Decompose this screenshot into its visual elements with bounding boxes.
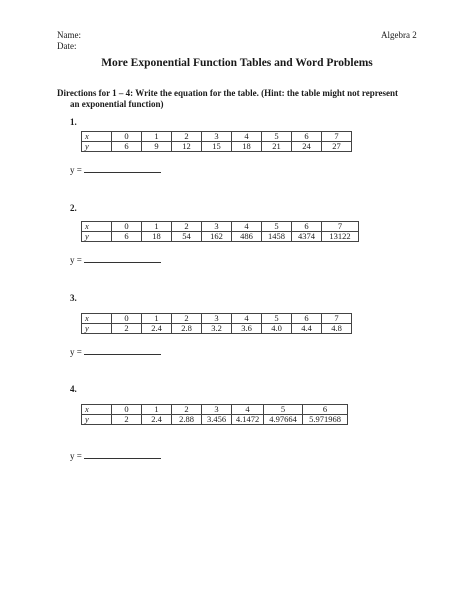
table-cell: 7 xyxy=(322,222,359,232)
table-cell: 3 xyxy=(202,314,232,324)
table-cell: 6 xyxy=(112,232,142,242)
table-cell: 18 xyxy=(142,232,172,242)
table-cell: 5 xyxy=(262,314,292,324)
x-header: x xyxy=(82,222,112,232)
x-header: x xyxy=(82,405,112,415)
problem-2-number: 2. xyxy=(70,203,77,213)
table-cell: 9 xyxy=(142,142,172,152)
table-cell: 4 xyxy=(232,405,264,415)
problem-3-number: 3. xyxy=(70,293,77,303)
table-cell: 4 xyxy=(232,132,262,142)
table-row-y xyxy=(82,415,348,425)
table-cell: 6 xyxy=(112,142,142,152)
table-cell: 5 xyxy=(262,132,292,142)
table-cell: 5.971968 xyxy=(303,415,348,425)
table-cell: 3.6 xyxy=(232,324,262,334)
table-cell: 54 xyxy=(172,232,202,242)
answer-label: y = xyxy=(70,165,82,175)
table-cell: 18 xyxy=(232,142,262,152)
y-header: y xyxy=(82,324,112,334)
table-row-y xyxy=(82,232,359,242)
table-cell: 3.456 xyxy=(202,415,232,425)
table-cell: 5 xyxy=(262,222,292,232)
directions-line-1: Directions for 1 – 4: Write the equation for the table. (Hint: the table might not represent xyxy=(57,88,399,98)
table-cell: 1 xyxy=(142,405,172,415)
problem-1-table xyxy=(81,131,352,152)
table-cell: 3 xyxy=(202,222,232,232)
table-cell: 6 xyxy=(292,132,322,142)
table-cell: 2.4 xyxy=(142,324,172,334)
table-cell: 0 xyxy=(112,314,142,324)
table-cell: 4 xyxy=(232,314,262,324)
table-cell: 0 xyxy=(112,405,142,415)
table-cell: 6 xyxy=(303,405,348,415)
table-row-x xyxy=(82,405,348,415)
table-cell: 2.4 xyxy=(142,415,172,425)
answer-line-1[interactable] xyxy=(70,164,161,175)
answer-blank[interactable] xyxy=(84,254,161,263)
table-row-x xyxy=(82,314,352,324)
table-cell: 4.0 xyxy=(262,324,292,334)
table-cell: 24 xyxy=(292,142,322,152)
table-cell: 7 xyxy=(322,132,352,142)
y-header: y xyxy=(82,142,112,152)
answer-blank[interactable] xyxy=(84,164,161,173)
name-label: Name: xyxy=(57,30,81,40)
problem-2-table xyxy=(81,221,359,242)
table-cell: 6 xyxy=(292,222,322,232)
table-cell: 21 xyxy=(262,142,292,152)
table-cell: 0 xyxy=(112,222,142,232)
table-cell: 4.1472 xyxy=(232,415,264,425)
table-cell: 1 xyxy=(142,222,172,232)
x-header: x xyxy=(82,314,112,324)
table-cell: 2 xyxy=(112,324,142,334)
table-cell: 2 xyxy=(172,405,202,415)
table-cell: 12 xyxy=(172,142,202,152)
table-row-y xyxy=(82,324,352,334)
table-cell: 6 xyxy=(292,314,322,324)
table-cell: 3 xyxy=(202,405,232,415)
answer-label: y = xyxy=(70,255,82,265)
directions-line-2: an exponential function) xyxy=(70,99,164,109)
y-header: y xyxy=(82,415,112,425)
problem-3-table xyxy=(81,313,352,334)
answer-line-2[interactable] xyxy=(70,254,161,265)
page-title: More Exponential Function Tables and Word Problems xyxy=(101,57,373,69)
x-header: x xyxy=(82,132,112,142)
table-cell: 2 xyxy=(172,222,202,232)
table-cell: 4.97664 xyxy=(264,415,303,425)
table-cell: 5 xyxy=(264,405,303,415)
answer-label: y = xyxy=(70,451,82,461)
table-cell: 0 xyxy=(112,132,142,142)
problem-1-number: 1. xyxy=(70,117,77,127)
table-cell: 2 xyxy=(112,415,142,425)
table-cell: 27 xyxy=(322,142,352,152)
table-cell: 3 xyxy=(202,132,232,142)
table-cell: 13122 xyxy=(322,232,359,242)
table-cell: 3.2 xyxy=(202,324,232,334)
table-cell: 1 xyxy=(142,132,172,142)
date-label: Date: xyxy=(57,41,77,51)
table-cell: 1458 xyxy=(262,232,292,242)
problem-4-table xyxy=(81,404,348,425)
table-cell: 2 xyxy=(172,314,202,324)
table-cell: 162 xyxy=(202,232,232,242)
table-cell: 2 xyxy=(172,132,202,142)
table-cell: 2.8 xyxy=(172,324,202,334)
answer-blank[interactable] xyxy=(84,450,161,459)
table-row-x xyxy=(82,132,352,142)
table-row-y xyxy=(82,142,352,152)
y-header: y xyxy=(82,232,112,242)
course-label: Algebra 2 xyxy=(381,30,417,40)
table-cell: 15 xyxy=(202,142,232,152)
table-cell: 7 xyxy=(322,314,352,324)
table-cell: 4 xyxy=(232,222,262,232)
answer-line-4[interactable] xyxy=(70,450,161,461)
problem-4-number: 4. xyxy=(70,384,77,394)
table-cell: 4.4 xyxy=(292,324,322,334)
table-cell: 2.88 xyxy=(172,415,202,425)
answer-label: y = xyxy=(70,347,82,357)
answer-blank[interactable] xyxy=(84,346,161,355)
table-row-x xyxy=(82,222,359,232)
answer-line-3[interactable] xyxy=(70,346,161,357)
table-cell: 1 xyxy=(142,314,172,324)
table-cell: 4.8 xyxy=(322,324,352,334)
table-cell: 486 xyxy=(232,232,262,242)
table-cell: 4374 xyxy=(292,232,322,242)
